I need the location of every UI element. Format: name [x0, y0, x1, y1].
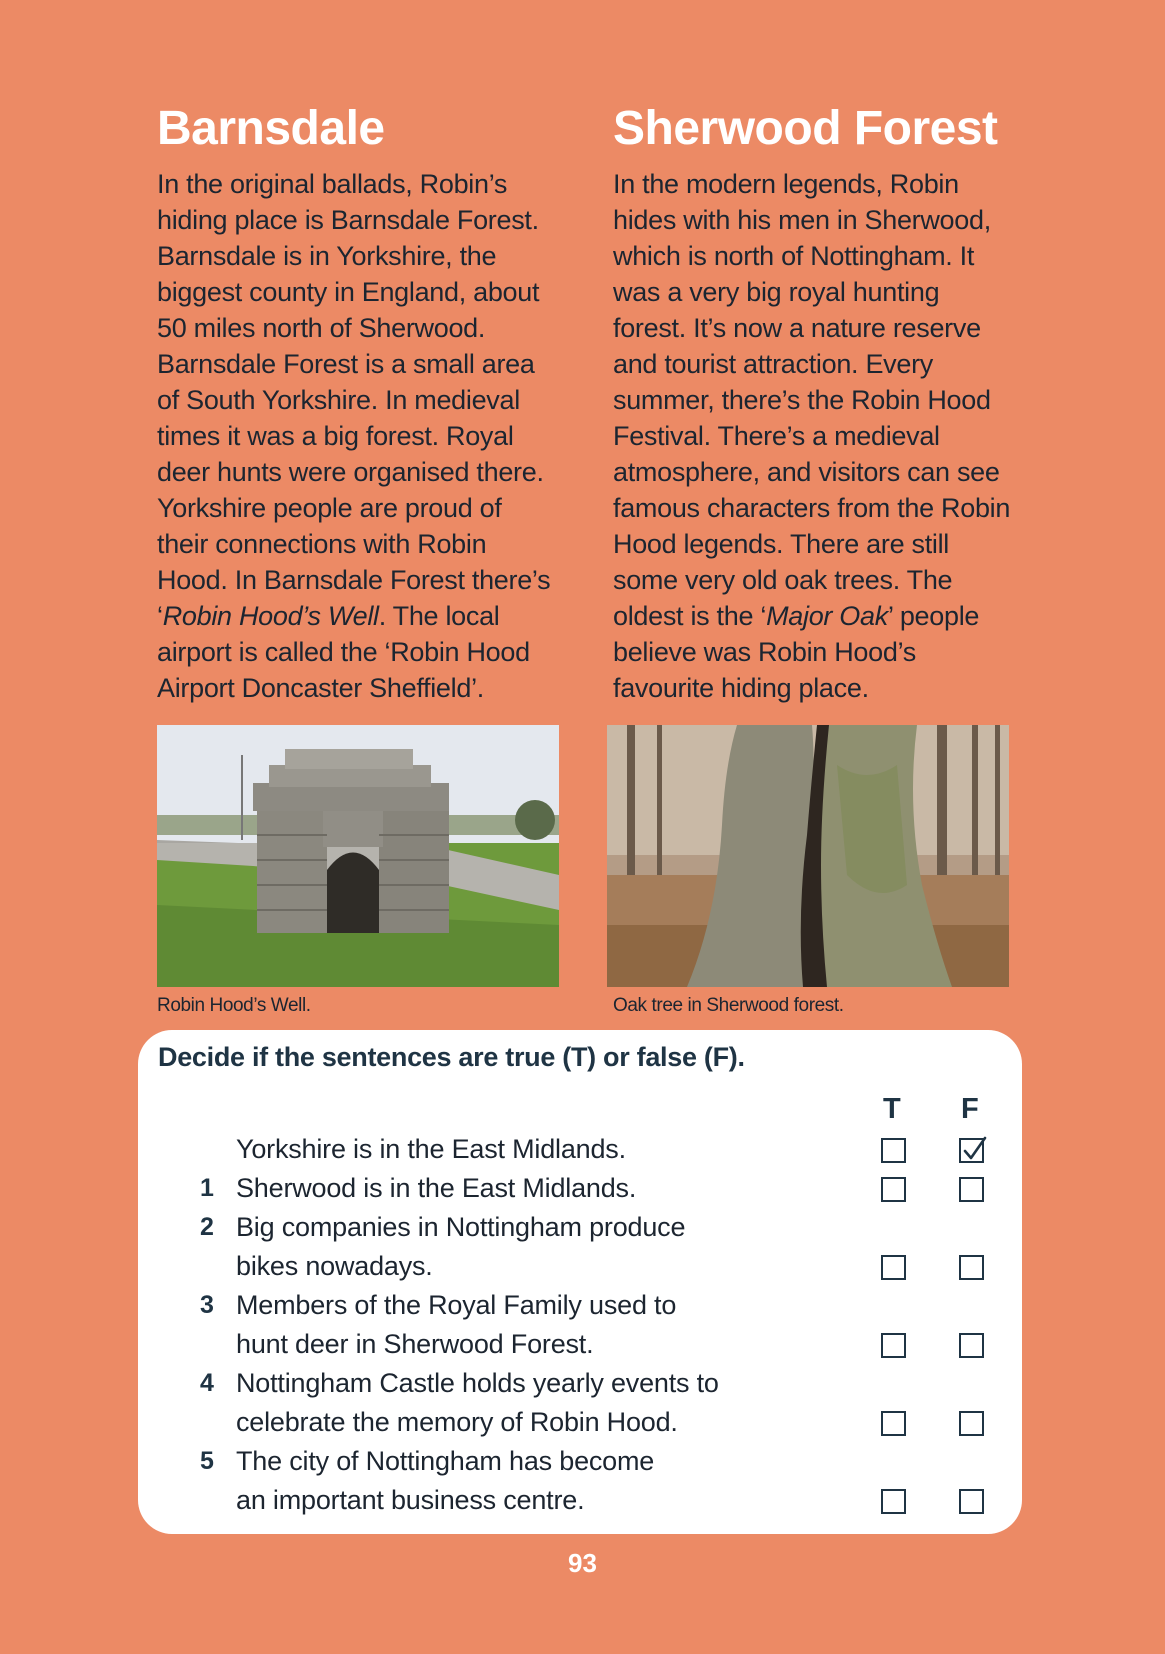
major-oak-italic: Major Oak	[766, 601, 888, 631]
statement-number: 1	[200, 1174, 214, 1202]
statement-1-true-checkbox[interactable]	[881, 1177, 906, 1202]
statement-3-false-checkbox[interactable]	[959, 1333, 984, 1358]
statement-2-true-checkbox[interactable]	[881, 1255, 906, 1280]
statement-4-false-checkbox[interactable]	[959, 1411, 984, 1436]
page-number: 93	[568, 1548, 597, 1578]
exercise-instruction: Decide if the sentences are true (T) or false (F).	[158, 1042, 745, 1072]
statement-1-false-checkbox[interactable]	[959, 1177, 984, 1202]
statement-number: 5	[200, 1447, 214, 1475]
true-column-header: T	[883, 1093, 901, 1125]
statement-number: 2	[200, 1213, 214, 1241]
statement-5-false-checkbox[interactable]	[959, 1489, 984, 1514]
barnsdale-section	[157, 100, 557, 706]
example-text: Yorkshire is in the East Midlands.	[236, 1134, 626, 1164]
statement-text-line-2: an important business centre.	[236, 1485, 585, 1515]
statement-4-true-checkbox[interactable]	[881, 1411, 906, 1436]
sherwood-text: In the modern legends, Robin hides with his men in Sherwood, which is north of Nottingham. It was a very big royal hunting forest. It’s now a nature reserve and tourist attraction. Every summer, there’s the Robin Hood Festival. There’s a medieval atmosphere, and visitors can see famous characters from the Robin Hood legends. There are still some very old oak trees. The oldest is the ‘Major Oak’ people believe was Robin Hood’s favourite hiding place.	[613, 169, 1011, 703]
statement-number: 3	[200, 1291, 214, 1319]
statement-text-line-1: Nottingham Castle holds yearly events to	[236, 1368, 719, 1398]
example-false-checkbox[interactable]	[959, 1138, 984, 1163]
barnsdale-title: Barnsdale	[157, 102, 385, 155]
checkmark-icon	[961, 1136, 989, 1164]
well-caption: Robin Hood’s Well.	[157, 995, 311, 1016]
example-true-checkbox[interactable]	[881, 1138, 906, 1163]
robin-hoods-well-photo	[157, 725, 559, 987]
statement-text-line-2: bikes nowadays.	[236, 1251, 433, 1281]
statement-3-true-checkbox[interactable]	[881, 1333, 906, 1358]
barnsdale-text: In the original ballads, Robin’s hiding place is Barnsdale Forest. Barnsdale is in Yorkshire, the biggest county in England, about 50 miles north of Sherwood. Barnsdale Forest is a small area of South Yorkshire. In medieval times it was a big forest. Royal deer hunts were organised there. Yorkshire people are proud of their connections with Robin Hood. In Barnsdale Forest there’s ‘Robin Hood’s Well. The local airport is called the ‘Robin Hood Airport Doncaster Sheffield’.	[157, 169, 551, 703]
oak-caption: Oak tree in Sherwood forest.	[613, 995, 844, 1016]
statement-5-true-checkbox[interactable]	[881, 1489, 906, 1514]
statement-text-line-1: Big companies in Nottingham produce	[236, 1212, 686, 1242]
statement-text-line-1: The city of Nottingham has become	[236, 1446, 655, 1476]
statement-text-line-1: Members of the Royal Family used to	[236, 1290, 677, 1320]
oak-tree-photo	[607, 725, 1009, 987]
false-column-header: F	[961, 1093, 979, 1125]
sherwood-title: Sherwood Forest	[613, 102, 998, 155]
statement-number: 4	[200, 1369, 214, 1397]
true-false-exercise	[138, 1030, 1022, 1534]
statement-text-line-2: hunt deer in Sherwood Forest.	[236, 1329, 594, 1359]
statement-2-false-checkbox[interactable]	[959, 1255, 984, 1280]
robin-hoods-well-italic: Robin Hood’s Well	[162, 601, 379, 631]
statement-text-line-2: celebrate the memory of Robin Hood.	[236, 1407, 678, 1437]
statement-text: Sherwood is in the East Midlands.	[236, 1173, 637, 1203]
sherwood-section	[613, 100, 1013, 706]
